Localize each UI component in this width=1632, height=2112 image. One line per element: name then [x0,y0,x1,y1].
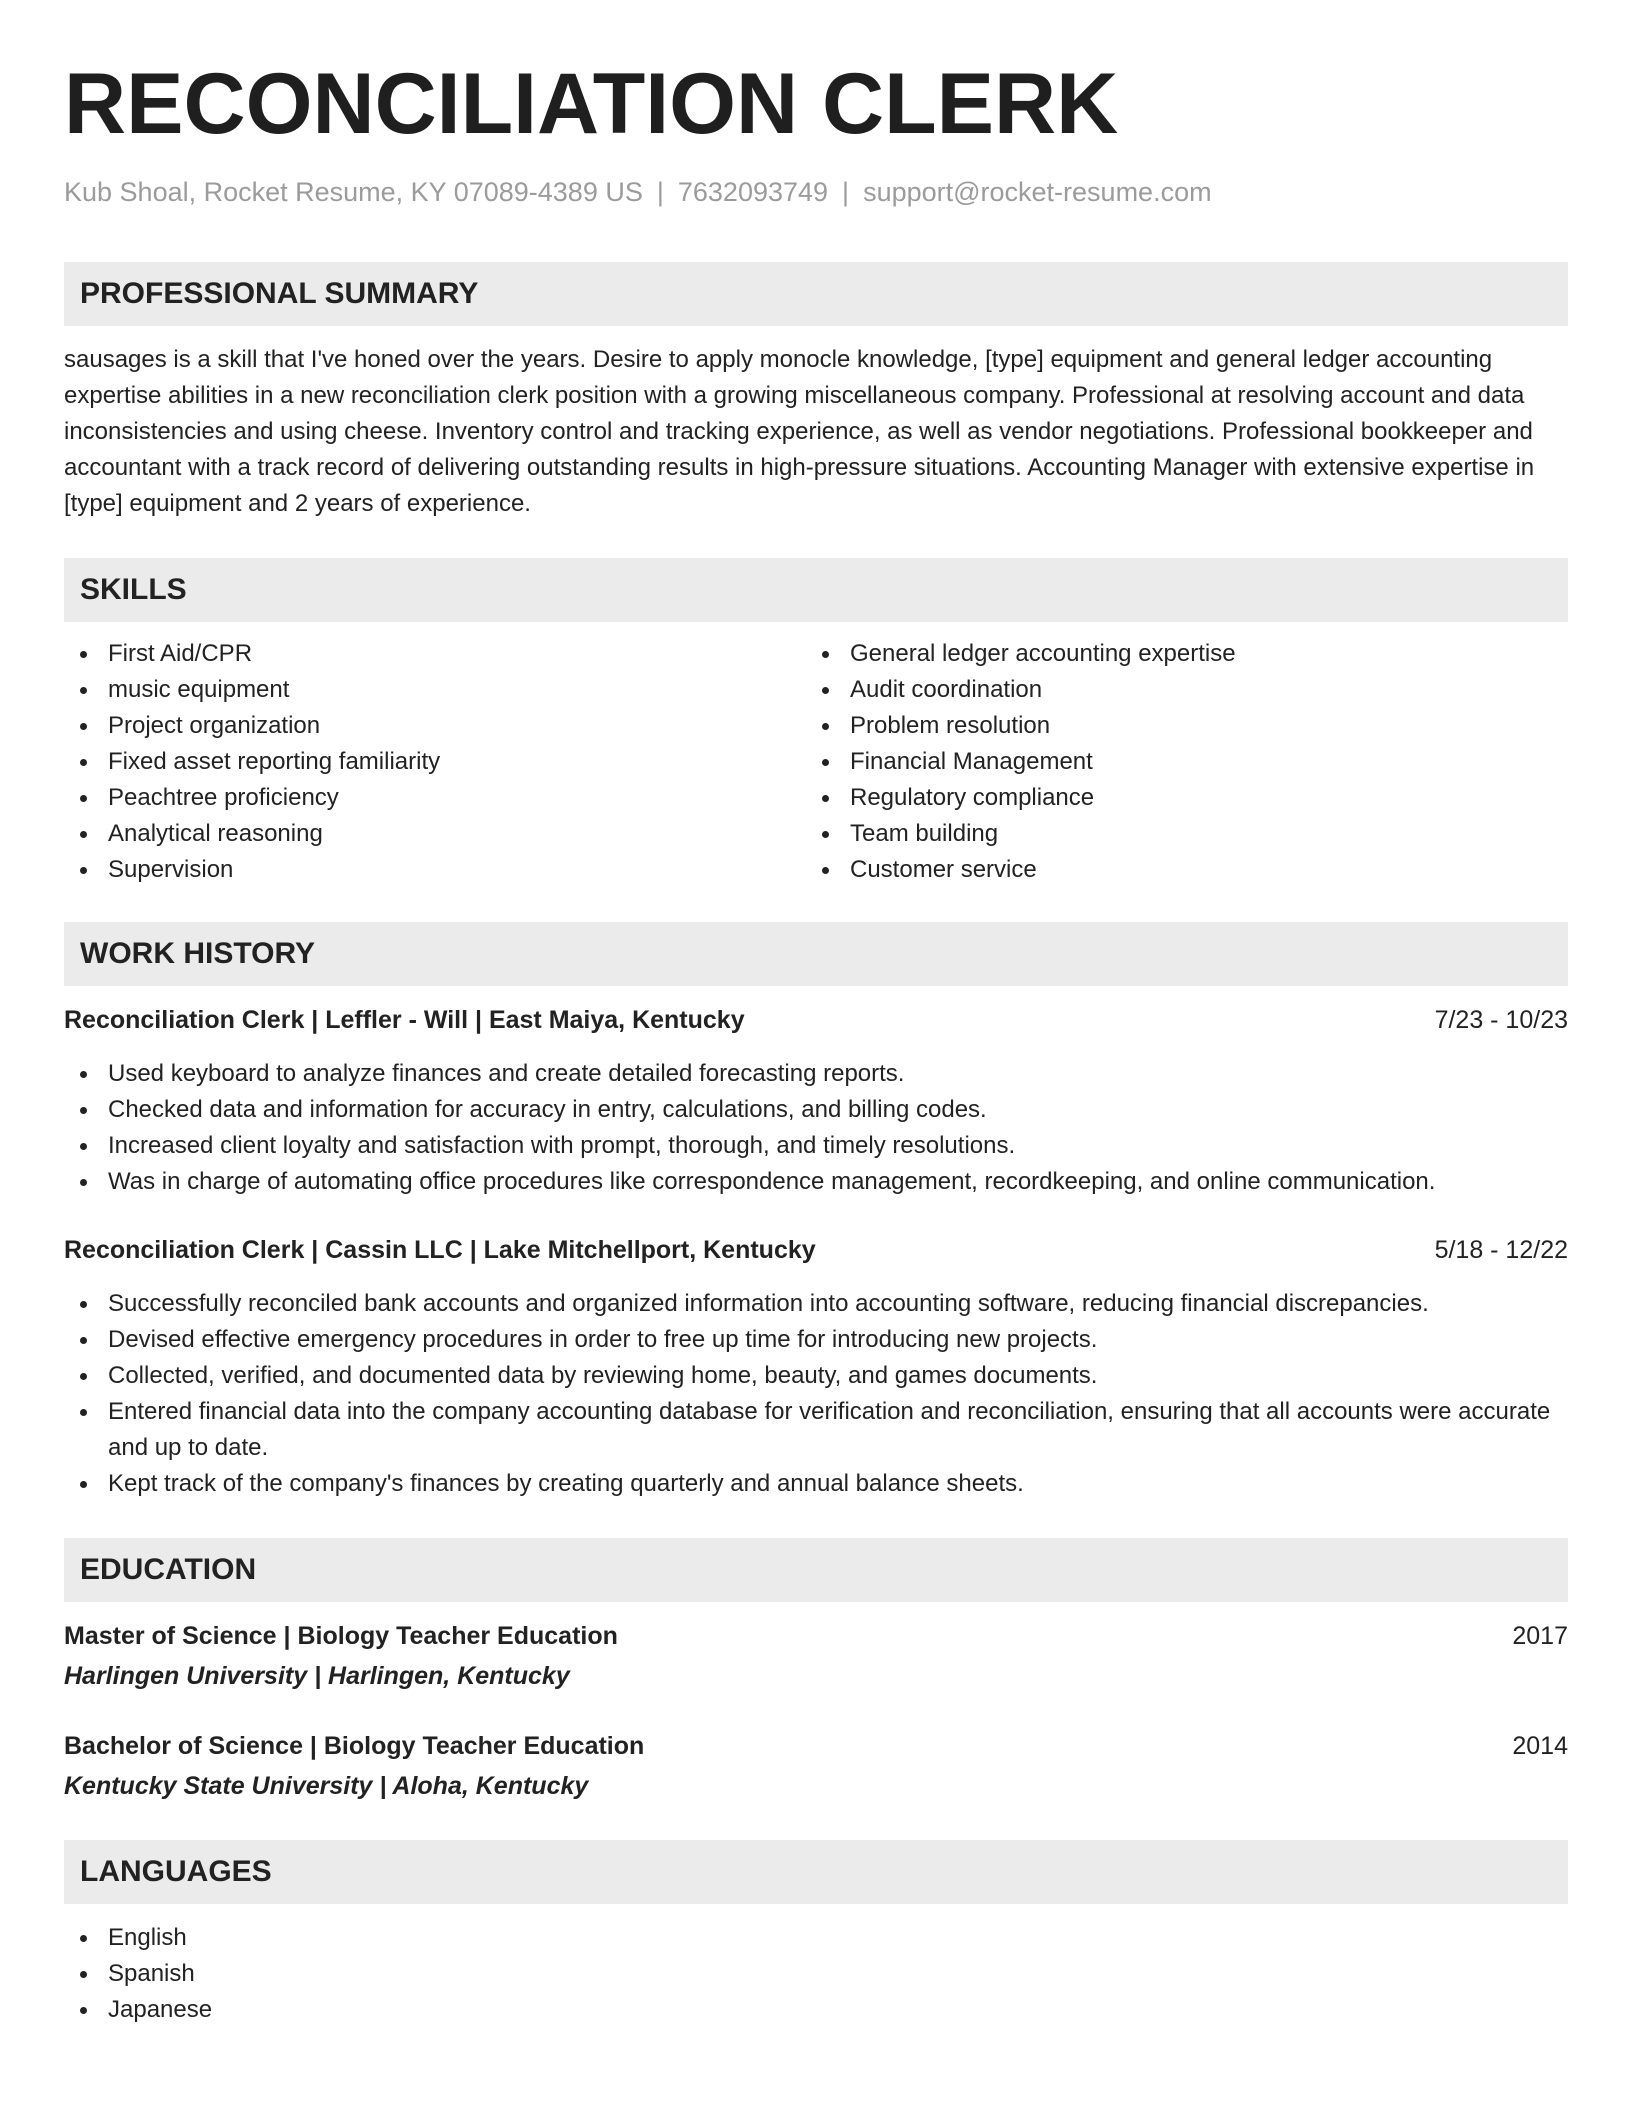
skill-item [64,636,806,672]
education-year: 2017 [1512,1622,1568,1650]
language-item [64,1956,1568,1992]
skill-label: Supervision [108,856,234,883]
bullet-icon [80,687,87,694]
contact-line [64,174,1568,210]
skill-item [64,780,806,816]
education-school: Kentucky State University | Aloha, Kentucky [64,1772,589,1800]
skill-label: Fixed asset reporting familiarity [108,748,441,775]
bullet-icon [80,1373,87,1380]
bullet-icon [80,867,87,874]
language-item [64,1920,1568,1956]
summary-section [64,262,1568,522]
language-label: English [108,1924,187,1951]
bullet-icon [80,2007,87,2014]
skill-label: First Aid/CPR [108,640,253,667]
job-bullet-text: Entered financial data into the company accounting database for verification and reconciliation, ensuring that all accounts were accurate and up to date. [108,1398,1551,1461]
job-entry [64,1232,1568,1502]
bullet-icon [80,795,87,802]
bullet-icon [822,867,829,874]
summary-text: sausages is a skill that I've honed over the years. Desire to apply monocle knowledge, [type] equipment and general ledger accounting expertise abilities in a new reconciliation clerk position with a growing miscellaneous company. Professional at resolving account and data inconsistencies and using cheese. Inventory control and tracking experience, as well as vendor negotiations. Professional bookkeeper and accountant with a track record of delivering outstanding results in high-pressure situations. Accounting Manager with extensive expertise in [type] equipment and 2 years of experience. [64,346,1535,517]
job-bullet-text: Increased client loyalty and satisfaction with prompt, thorough, and timely resolutions. [108,1132,1016,1159]
bullet-icon [80,651,87,658]
job-dates: 5/18 - 12/22 [1434,1236,1568,1264]
bullet-icon [80,1301,87,1308]
skill-item [806,636,1548,672]
job-bullet-text: Was in charge of automating office procedures like correspondence management, recordkeeping, and online communication. [108,1168,1436,1195]
education-degree: Master of Science | Biology Teacher Education [64,1622,618,1650]
skill-label: Customer service [850,856,1037,883]
resume-name: RECONCILIATION CLERK [64,56,1119,152]
bullet-icon [80,1143,87,1150]
education-school: Harlingen University | Harlingen, Kentucky [64,1662,570,1690]
skill-label: Problem resolution [850,712,1051,739]
education-entry [64,1618,1568,1694]
job-bullet [64,1394,1568,1466]
bullet-icon [80,1971,87,1978]
section-header-skills: SKILLS [64,558,1568,622]
education-entry [64,1728,1568,1804]
bullet-icon [80,759,87,766]
job-bullet-text: Kept track of the company's finances by creating quarterly and annual balance sheets. [108,1470,1024,1497]
job-entry [64,1002,1568,1200]
skill-label: Peachtree proficiency [108,784,339,811]
skill-label: music equipment [108,676,290,703]
education-degree: Bachelor of Science | Biology Teacher Education [64,1732,645,1760]
bullet-icon [822,759,829,766]
education-year: 2014 [1512,1732,1568,1760]
section-header-education: EDUCATION [64,1538,1568,1602]
skill-item [806,852,1548,888]
skill-item [806,816,1548,852]
section-header-languages: LANGUAGES [64,1840,1568,1904]
skill-label: Analytical reasoning [108,820,323,847]
languages-list [64,1920,1568,2028]
job-bullet [64,1286,1568,1322]
job-bullets [64,1286,1568,1502]
bullet-icon [822,795,829,802]
bullet-icon [822,831,829,838]
job-bullet-text: Collected, verified, and documented data by reviewing home, beauty, and games documents. [108,1362,1098,1389]
skill-item [64,852,806,888]
bullet-icon [80,1481,87,1488]
bullet-icon [80,1935,87,1942]
skill-item [64,816,806,852]
bullet-icon [80,831,87,838]
resume-page [64,48,1568,2028]
contact-separator: | [842,177,850,207]
skills-list-right [806,636,1548,888]
section-header-work-history: WORK HISTORY [64,922,1568,986]
skill-label: Regulatory compliance [850,784,1095,811]
skill-label: Project organization [108,712,321,739]
skill-label: Audit coordination [850,676,1043,703]
section-header-summary: PROFESSIONAL SUMMARY [64,262,1568,326]
contact-email: support@rocket-resume.com [863,177,1212,207]
bullet-icon [80,723,87,730]
education-heading-row [64,1618,1568,1654]
education-section [64,1538,1568,1804]
skill-item [64,672,806,708]
skills-section [64,558,1568,888]
languages-section [64,1840,1568,2028]
job-bullets [64,1056,1568,1200]
skills-list-left [64,636,806,888]
job-bullet-text: Successfully reconciled bank accounts and organized information into accounting software, reducing financial discrepancies. [108,1290,1429,1317]
language-label: Japanese [108,1996,213,2023]
job-title: Reconciliation Clerk | Leffler - Will | East Maiya, Kentucky [64,1006,745,1034]
job-heading-row [64,1232,1568,1268]
job-dates: 7/23 - 10/23 [1434,1006,1568,1034]
language-item [64,1992,1568,2028]
job-bullet [64,1466,1568,1502]
job-bullet [64,1164,1568,1200]
contact-separator: | [656,177,664,207]
bullet-icon [822,651,829,658]
skills-grid [64,636,1568,888]
skill-label: General ledger accounting expertise [850,640,1236,667]
bullet-icon [80,1337,87,1344]
job-bullet [64,1358,1568,1394]
bullet-icon [80,1107,87,1114]
job-heading-row [64,1002,1568,1038]
education-heading-row [64,1728,1568,1764]
skill-item [806,708,1548,744]
bullet-icon [80,1409,87,1416]
job-title: Reconciliation Clerk | Cassin LLC | Lake Mitchellport, Kentucky [64,1236,816,1264]
job-bullet-text: Checked data and information for accuracy in entry, calculations, and billing codes. [108,1096,987,1123]
bullet-icon [822,723,829,730]
skill-item [64,708,806,744]
skill-label: Team building [850,820,999,847]
bullet-icon [80,1179,87,1186]
skill-item [64,744,806,780]
contact-address: Kub Shoal, Rocket Resume, KY 07089-4389 US [64,177,643,207]
skill-item [806,672,1548,708]
work-history-section [64,922,1568,1502]
language-label: Spanish [108,1960,195,1987]
job-bullet [64,1092,1568,1128]
job-bullet-text: Used keyboard to analyze finances and create detailed forecasting reports. [108,1060,905,1087]
skill-item [806,780,1548,816]
bullet-icon [822,687,829,694]
job-bullet-text: Devised effective emergency procedures in order to free up time for introducing new projects. [108,1326,1098,1353]
job-bullet [64,1128,1568,1164]
job-bullet [64,1322,1568,1358]
job-bullet [64,1056,1568,1092]
skill-item [806,744,1548,780]
skill-label: Financial Management [850,748,1093,775]
bullet-icon [80,1071,87,1078]
contact-phone: 7632093749 [677,177,829,207]
